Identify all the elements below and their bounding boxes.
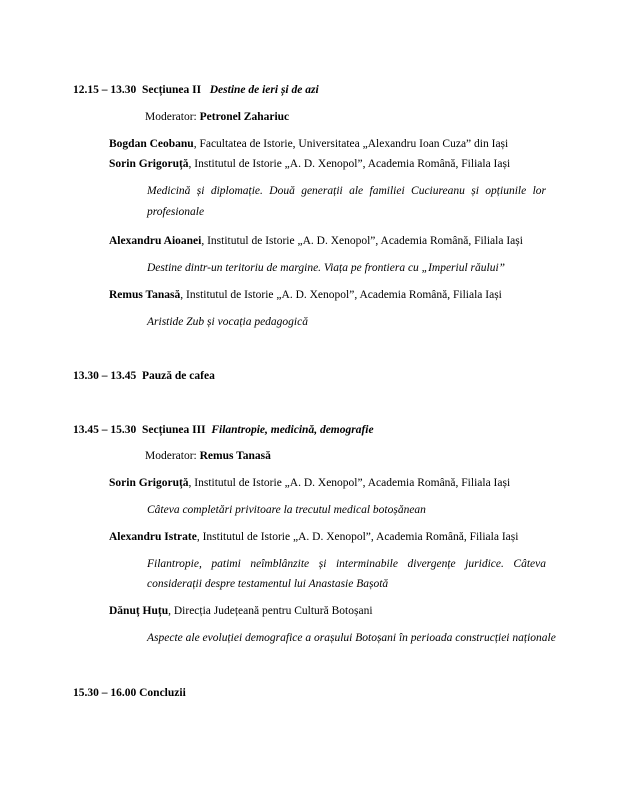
speaker-entry <box>109 234 523 248</box>
speaker-affiliation: , Institutul de Istorie „A. D. Xenopol”, Academia Română, Filiala Iași <box>180 289 502 301</box>
moderator-name: Remus Tanasă <box>199 450 271 462</box>
speaker-name: Remus Tanasă <box>109 289 181 301</box>
paper-title: Filantropie, patimi neîmblânzite și interminabile divergențe juridice. Câteva <box>147 558 546 570</box>
paper-title: Aspecte ale evoluției demografice a orașului Botoșani în perioada construcției naționale <box>147 632 556 644</box>
speaker-entry <box>109 288 502 302</box>
conclusions-time: 15.30 – 16.00 <box>73 687 137 699</box>
speaker-affiliation: , Direcția Județeană pentru Cultură Botoșani <box>168 605 373 617</box>
speaker-affiliation: , Facultatea de Istorie, Universitatea „Alexandru Ioan Cuza” din Iași <box>193 138 509 150</box>
section-3-label: Secțiunea III <box>142 424 206 436</box>
paper-title-continued: profesionale <box>147 206 205 218</box>
speaker-name: Bogdan Ceobanu <box>109 138 194 150</box>
speaker-affiliation: , Institutul de Istorie „A. D. Xenopol”, Academia Română, Filiala Iași <box>188 477 511 489</box>
section-2-title: Destine de ieri și de azi <box>209 84 319 96</box>
speaker-affiliation: , Institutul de Istorie „A. D. Xenopol”, Academia Română, Filiala Iași <box>188 158 511 170</box>
section-3-time: 13.45 – 15.30 <box>73 424 137 436</box>
speaker-entry <box>109 157 510 171</box>
speaker-entry <box>109 137 508 151</box>
moderator-name: Petronel Zahariuc <box>199 111 290 123</box>
paper-title: Aristide Zub și vocația pedagogică <box>147 316 308 328</box>
speaker-name: Sorin Grigoruță <box>109 158 189 170</box>
conclusions-heading <box>73 686 186 700</box>
speaker-name: Sorin Grigoruță <box>109 477 189 489</box>
section-3-moderator <box>145 449 271 463</box>
paper-title: Destine dintr-un teritoriu de margine. Viața pe frontiera cu „Imperiul răului” <box>147 262 506 274</box>
paper-title-continued: considerații despre testamentul lui Anastasie Bașotă <box>147 578 389 590</box>
speaker-entry <box>109 604 373 618</box>
speaker-entry <box>109 476 510 490</box>
paper-title: Câteva completări privitoare la trecutul medical botoșănean <box>147 504 426 516</box>
section-2-moderator <box>145 110 289 124</box>
break-label: Pauză de cafea <box>142 370 215 382</box>
paper-title: Medicină și diplomație. Două generații ale familiei Cuciureanu și opțiunile lor <box>147 185 546 197</box>
speaker-name: Alexandru Aioanei <box>109 235 202 247</box>
speaker-entry <box>109 530 518 544</box>
speaker-name: Alexandru Istrate <box>109 531 197 543</box>
break-heading <box>73 369 215 383</box>
section-3-title: Filantropie, medicină, demografie <box>211 424 374 436</box>
section-2-heading <box>73 83 319 97</box>
section-2-label: Secțiunea II <box>142 84 202 96</box>
moderator-label: Moderator: <box>145 111 197 123</box>
speaker-affiliation: , Institutul de Istorie „A. D. Xenopol”, Academia Română, Filiala Iași <box>196 531 519 543</box>
break-time: 13.30 – 13.45 <box>73 370 137 382</box>
section-3-heading <box>73 423 374 437</box>
moderator-label: Moderator: <box>145 450 197 462</box>
section-2-time: 12.15 – 13.30 <box>73 84 137 96</box>
speaker-name: Dănuț Huțu <box>109 605 169 617</box>
speaker-affiliation: , Institutul de Istorie „A. D. Xenopol”, Academia Română, Filiala Iași <box>201 235 523 247</box>
conclusions-label: Concluzii <box>139 687 186 699</box>
